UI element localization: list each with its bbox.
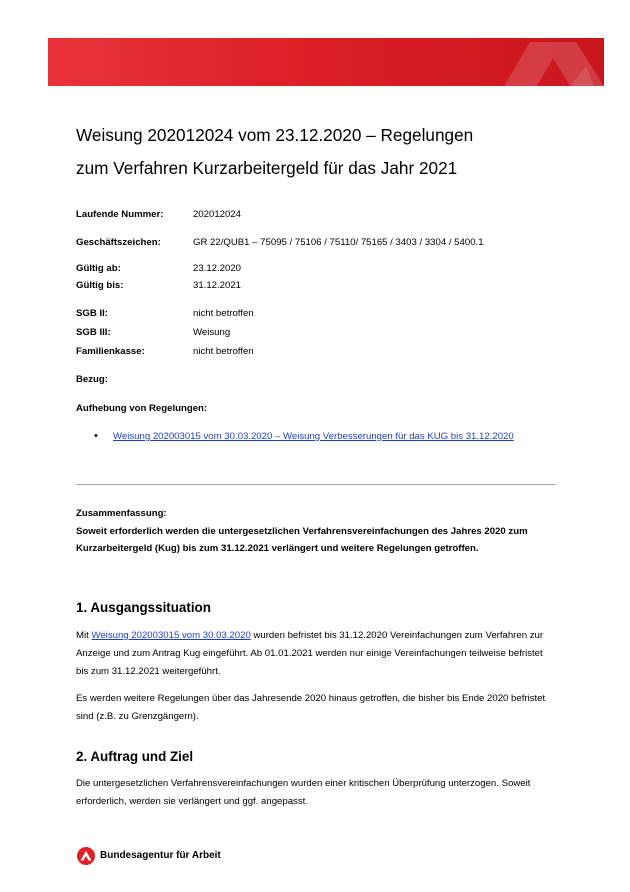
bullet-icon: •: [94, 430, 98, 442]
divider: [76, 484, 556, 485]
meta-value: 202012024: [193, 209, 242, 220]
summary-block: [76, 505, 556, 558]
meta-label: SGB III:: [76, 327, 111, 338]
summary-heading: Zusammenfassung:: [76, 508, 167, 519]
meta-label: Gültig bis:: [76, 280, 124, 291]
aufhebung-link[interactable]: Weisung 202003015 vom 30.03.2020 – Weisung Verbesserungen für das KUG bis 31.12.2020: [113, 431, 514, 442]
header-banner: [48, 38, 604, 86]
section-2-heading: 2. Auftrag und Ziel: [76, 749, 194, 764]
meta-value: 31.12.2021: [193, 280, 242, 291]
weisung-link[interactable]: Weisung 202003015 vom 30.03.2020: [91, 630, 251, 641]
meta-label: Gültig ab:: [76, 263, 121, 274]
title-line-2: zum Verfahren Kurzarbeitergeld für das Jahr 2021: [76, 158, 458, 178]
summary-text: Soweit erforderlich werden die untergesetzlichen Verfahrensvereinfachungen des Jahres 2020 zum Kurzarbeitergeld (Kug) bis zum 31.12.2021 verlängert und weitere Regelungen getroffen.: [76, 525, 528, 554]
meta-label: Familienkasse:: [76, 346, 145, 357]
meta-label: Geschäftszeichen:: [76, 237, 161, 248]
meta-value: 23.12.2020: [193, 263, 242, 274]
footer-org-name: Bundesagentur für Arbeit: [100, 850, 221, 861]
section-1-heading: 1. Ausgangssituation: [76, 600, 211, 615]
ba-logo-icon: [77, 847, 95, 865]
section-1-paragraph-2: Es werden weitere Regelungen über das Jahresende 2020 hinaus getroffen, die bisher bis Ende 2020 befristet sind (z.B. zu Grenzgängern).: [76, 693, 546, 722]
paragraph-prefix: Mit: [76, 630, 92, 641]
meta-label: Laufende Nummer:: [76, 209, 164, 220]
section-2-paragraph-1: Die untergesetzlichen Verfahrensvereinfachungen wurden einer kritischen Überprüfung unterzogen. Soweit erforderlich, werden sie verlängert und ggf. angepasst.: [76, 778, 531, 807]
meta-value: nicht betroffen: [193, 346, 254, 357]
title-line-1: Weisung 202012024 vom 23.12.2020 – Regelungen: [76, 125, 474, 145]
paragraph-rest: wurden befristet bis 31.12.2020 Vereinfachungen zum Verfahren zur Anzeige und zum Antrag Kug eingeführt. Ab 01.01.2021 werden nur einige Vereinfachungen teilweise befristet bis zum 31.12.2021 weitergeführt.: [76, 630, 544, 677]
meta-label: SGB II:: [76, 308, 108, 319]
page-title: [76, 119, 576, 185]
bezug-label: Bezug:: [76, 374, 108, 385]
meta-value: GR 22/QUB1 – 75095 / 75106 / 75110/ 75165 / 3403 / 3304 / 5400.1: [193, 237, 484, 248]
section-1-paragraph-1: [76, 627, 556, 681]
meta-value: Weisung: [193, 327, 231, 338]
aufhebung-label: Aufhebung von Regelungen:: [76, 403, 208, 414]
ba-arrow-logo-icon: [484, 38, 604, 86]
meta-value: nicht betroffen: [193, 308, 254, 319]
